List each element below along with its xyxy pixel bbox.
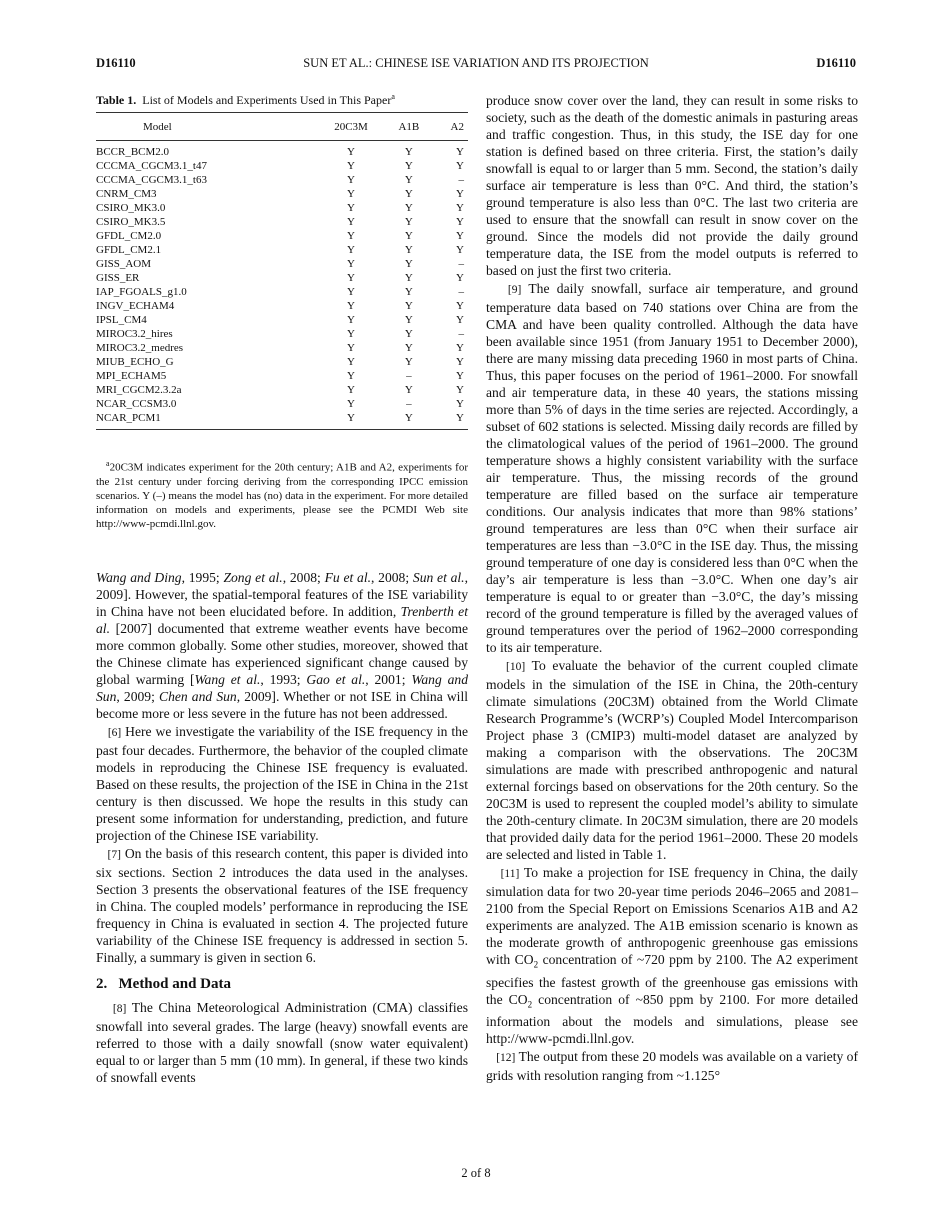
paragraph-text: Here we investigate the variability of the ISE frequency in the past four decades. Furthermore, the behavior of the coupled climate models in reproducing the Chinese ISE frequency is evaluated. Based on these results, the projection of the ISE in China in the 21st century is then discussed. We hope the results in this study can present some information for understanding, prediction, and future projection of the Chinese ISE variability. <box>96 724 468 843</box>
model-name-cell: MIROC3.2_medres <box>96 342 184 354</box>
section-heading: 2. Method and Data <box>96 976 232 992</box>
table-row <box>96 229 468 243</box>
paragraph-text: , 2009; <box>116 689 159 704</box>
model-name-cell: NCAR_PCM1 <box>96 412 161 424</box>
experiment-availability-cell: Y <box>456 188 464 200</box>
table-row <box>96 369 468 383</box>
citation: Wang and Ding <box>96 570 182 585</box>
experiment-availability-cell: Y <box>347 370 355 382</box>
paragraph-text: concentration of ~720 ppm by 2100. The A2 experiment specifies the fastest growth of the greenhouse gas emissions with the CO <box>486 952 859 1007</box>
experiment-availability-cell: Y <box>404 286 413 298</box>
citation: Sun et al. <box>412 570 465 585</box>
table-row <box>96 201 468 215</box>
model-name-cell: MPI_ECHAM5 <box>96 370 167 382</box>
citation: Wang et al. <box>194 672 261 687</box>
model-name-cell: GISS_ER <box>96 272 140 284</box>
experiment-availability-cell: Y <box>404 272 413 284</box>
experiment-availability-cell: Y <box>456 342 464 354</box>
table-row <box>96 243 468 257</box>
table-row <box>96 411 468 430</box>
experiment-availability-cell: Y <box>347 314 355 326</box>
model-name-cell: CSIRO_MK3.5 <box>96 216 166 228</box>
paragraph-8 <box>96 999 468 1086</box>
experiment-availability-cell: Y <box>456 314 464 326</box>
paragraph-text: To make a projection for ISE frequency in China, the daily simulation data for two 20-year time periods 2046–2065 and 2081–2100 from the Special Report on Emissions Scenarios A1B and A2 experiments are analyzed. The A1B emission scenario is known as the moderate growth of anthropogenic greenhouse gas emissions with CO <box>486 865 858 967</box>
citation: Chen and Sun <box>159 689 237 704</box>
paragraph-number: [11] <box>500 868 520 880</box>
citation: Wang and Sun <box>96 672 468 704</box>
table-header-row <box>96 113 468 141</box>
experiment-availability-cell: Y <box>347 202 355 214</box>
paragraph-7 <box>96 845 468 966</box>
paragraph-8-continued: produce snow cover over the land, they can result in some risks to society, such as the death of the domestic animals in pasturing areas and traffic congestion. Thus, in this study, the ISE day for one station is defined based on three criteria. First, the station’s daily snowfall is equal to or larger than 5 mm. Second, the station’s daily surface air temperature is less than 0°C. And third, the station’s ground temperature is also less than 0°C. The last two criteria are used to ensure that the snowfall can result in snow cover on the ground. Since the models did not provide the daily ground temperature data, the ISE from the model outputs is referred to based on just the first two criteria. <box>486 93 858 278</box>
experiment-availability-cell: Y <box>404 202 413 214</box>
paragraph-10 <box>486 657 858 863</box>
table-title: List of Models and Experiments Used in This Paper <box>142 93 392 107</box>
experiment-availability-cell: – <box>458 328 464 340</box>
experiment-availability-cell: Y <box>347 188 355 200</box>
paragraph-text: , 1995; <box>181 570 224 585</box>
experiment-availability-cell: Y <box>347 146 355 158</box>
paragraph-text: , 2008; <box>282 570 325 585</box>
experiment-availability-cell: Y <box>347 174 355 186</box>
experiment-availability-cell: Y <box>347 356 355 368</box>
experiment-availability-cell: Y <box>347 258 355 270</box>
experiment-availability-cell: Y <box>456 412 464 424</box>
experiment-availability-cell: Y <box>404 230 413 242</box>
model-name-cell: IAP_FGOALS_g1.0 <box>96 286 187 298</box>
experiment-availability-cell: Y <box>347 230 355 242</box>
paragraph-text: , 2008; <box>371 570 413 585</box>
right-text-column <box>486 92 858 1084</box>
column-header-20c3m: 20C3M <box>316 113 387 141</box>
subscript: 2 <box>527 999 533 1010</box>
table-row <box>96 327 468 341</box>
paragraph-number: [12] <box>496 1052 516 1065</box>
table-row <box>96 159 468 173</box>
experiment-availability-cell: Y <box>456 244 464 256</box>
table-row <box>96 173 468 187</box>
paragraph-text: concentration of ~850 ppm by 2100. For more detailed information about the models and simulations, please see http://www-pcmdi.llnl.gov. <box>486 991 858 1047</box>
model-name-cell: GFDL_CM2.0 <box>96 230 162 242</box>
table-caption <box>96 92 468 108</box>
experiment-availability-cell: Y <box>347 398 355 410</box>
header-running-title: SUN ET AL.: CHINESE ISE VARIATION AND ITS PROJECTION <box>303 56 649 70</box>
experiment-availability-cell: Y <box>404 146 413 158</box>
experiment-availability-cell: Y <box>456 356 464 368</box>
table-row <box>96 257 468 271</box>
experiment-availability-cell: Y <box>404 412 413 424</box>
citation: Trenberth et al. <box>96 604 468 636</box>
paragraph-6 <box>96 723 468 844</box>
experiment-availability-cell: Y <box>347 216 355 228</box>
table-row <box>96 355 468 369</box>
table-title-footnote-mark: a <box>391 92 395 101</box>
running-header <box>96 56 856 74</box>
paragraph-number: [9] <box>507 284 522 296</box>
experiment-availability-cell: Y <box>347 244 355 256</box>
citation: Gao et al. <box>306 672 366 687</box>
model-name-cell: MRI_CGCM2.3.2a <box>96 384 182 396</box>
experiment-availability-cell: Y <box>404 244 413 256</box>
experiment-availability-cell: Y <box>404 216 413 228</box>
table-row <box>96 299 468 313</box>
model-name-cell: CCCMA_CGCM3.1_t47 <box>96 160 207 172</box>
experiment-availability-cell: Y <box>404 174 413 186</box>
model-name-cell: GFDL_CM2.1 <box>96 244 162 256</box>
experiment-availability-cell: Y <box>456 398 464 410</box>
table-row <box>96 383 468 397</box>
citation: Fu et al. <box>324 570 371 585</box>
experiment-availability-cell: Y <box>404 258 413 270</box>
paragraph-text: The output from these 20 models was available on a variety of grids with resolution ranging from ~1.125° <box>486 1049 858 1084</box>
paragraph-9 <box>486 280 858 656</box>
experiment-availability-cell: – <box>406 398 412 410</box>
paragraph-number: [10] <box>506 661 526 673</box>
experiment-availability-cell: Y <box>347 412 355 424</box>
experiment-availability-cell: Y <box>404 188 413 200</box>
experiment-availability-cell: Y <box>456 230 464 242</box>
experiment-availability-cell: Y <box>456 146 464 158</box>
model-name-cell: NCAR_CCSM3.0 <box>96 398 177 410</box>
column-header-a2: A2 <box>431 113 468 141</box>
model-name-cell: CSIRO_MK3.0 <box>96 202 166 214</box>
paragraph-text: To evaluate the behavior of the current coupled climate models in the simulation of the ISE in China, the 20th-century climate simulations (20C3M) obtained from the World Climate Research Programme’s (WCRP’s) Coupled Model Intercomparison Project phase 3 (CMIP3) multi-model dataset are analyzed by making a comparison with the observations. The 20C3M simulations are made with prescribed anthropogenic and natural external forcings based on observations for the 20th century. So the 20C3M is used to represent the coupled model’s ability to simulate the 20th-century climate. In 20C3M simulation, there are 20 models that provided daily data for the period 1961–2000. These 20 models are selected and listed in Table 1. <box>486 658 858 862</box>
table-label: Table 1. <box>96 93 137 107</box>
paragraph-number: [7] <box>107 849 121 861</box>
paragraph-text: The China Meteorological Administration (CMA) classifies snowfall into several grades. The large (heavy) snowfall events are referred to those with a daily snowfall (snow water equivalent) equal to or larger than 5 mm (10 mm). In general, if these two kinds of snowfall events <box>96 1000 469 1085</box>
model-name-cell: CCCMA_CGCM3.1_t63 <box>96 174 207 186</box>
experiment-availability-cell: – <box>406 370 412 382</box>
subscript: 2 <box>533 959 539 970</box>
model-name-cell: MIROC3.2_hires <box>96 328 173 340</box>
experiment-availability-cell: Y <box>456 160 464 172</box>
paragraph-intro-continued <box>96 569 468 722</box>
experiment-availability-cell: Y <box>404 328 413 340</box>
paragraph-number: [8] <box>112 1003 127 1015</box>
table-row <box>96 271 468 285</box>
model-name-cell: IPSL_CM4 <box>96 314 147 326</box>
citation: Zong et al. <box>223 570 283 585</box>
table-row <box>96 397 468 411</box>
model-name-cell: MIUB_ECHO_G <box>96 356 174 368</box>
models-table <box>96 112 468 430</box>
paragraph-text: , 2009]. Whether or not ISE in China will become more or less severe in the future has not been addressed. <box>96 689 468 721</box>
table-body <box>96 141 468 430</box>
experiment-availability-cell: Y <box>456 370 464 382</box>
left-text-column <box>96 569 468 1086</box>
table-row <box>96 187 468 201</box>
model-name-cell: CNRM_CM3 <box>96 188 157 200</box>
paragraph-number: [6] <box>107 727 122 739</box>
experiment-availability-cell: Y <box>456 300 464 312</box>
experiment-availability-cell: Y <box>347 272 355 284</box>
experiment-availability-cell: Y <box>456 272 464 284</box>
header-article-id-right: D16110 <box>816 56 856 70</box>
table-footnote-mark: a <box>106 459 110 468</box>
table-row <box>96 285 468 299</box>
column-header-a1b: A1B <box>386 113 431 141</box>
header-article-id-left: D16110 <box>96 56 136 70</box>
experiment-availability-cell: Y <box>404 384 413 396</box>
table-footnote-text: 20C3M indicates experiment for the 20th century; A1B and A2, experiments for the 21st century under forcing deriving from the corresponding IPCC emission scenarios. Y (–) means the model has (no) data in the experiment. For more detailed information on models and experiments, please see the PCMDI Web site http://www-pcmdi.llnl.gov. <box>96 461 468 530</box>
table-row <box>96 313 468 327</box>
paragraph-text: [2007] documented that extreme weather events have become more common globally. Some other studies, moreover, showed that the Chinese climate has experienced significant change caused by global warming [ <box>96 621 468 687</box>
experiment-availability-cell: Y <box>456 202 464 214</box>
experiment-availability-cell: Y <box>404 356 413 368</box>
paragraph-text: , 1993; <box>260 672 307 687</box>
experiment-availability-cell: – <box>458 258 464 270</box>
model-name-cell: INGV_ECHAM4 <box>96 300 175 312</box>
experiment-availability-cell: Y <box>347 342 355 354</box>
experiment-availability-cell: – <box>458 286 464 298</box>
experiment-availability-cell: Y <box>404 314 413 326</box>
table-row <box>96 341 468 355</box>
experiment-availability-cell: Y <box>347 286 355 298</box>
experiment-availability-cell: Y <box>404 342 413 354</box>
table-row <box>96 141 468 160</box>
experiment-availability-cell: Y <box>347 384 355 396</box>
experiment-availability-cell: Y <box>404 300 413 312</box>
paragraph-12 <box>486 1048 858 1084</box>
experiment-availability-cell: Y <box>347 328 355 340</box>
paragraph-text: , 2001; <box>365 672 412 687</box>
paragraph-11 <box>486 864 858 1047</box>
experiment-availability-cell: Y <box>404 160 413 172</box>
experiment-availability-cell: Y <box>456 216 464 228</box>
table-row <box>96 215 468 229</box>
paragraph-text: , 2009]. However, the spatial-temporal features of the ISE variability in China have not been elucidated before. In addition, <box>96 570 468 619</box>
experiment-availability-cell: Y <box>456 384 464 396</box>
experiment-availability-cell: Y <box>347 300 355 312</box>
experiment-availability-cell: Y <box>347 160 355 172</box>
model-name-cell: BCCR_BCM2.0 <box>96 146 170 158</box>
experiment-availability-cell: – <box>458 174 464 186</box>
model-name-cell: GISS_AOM <box>96 258 152 270</box>
column-header-model: Model <box>96 113 316 141</box>
page-number: 2 of 8 <box>461 1166 491 1180</box>
table-footnote <box>96 457 468 531</box>
paragraph-text: On the basis of this research content, this paper is divided into six sections. Section 2 introduces the data used in the analyses. Section 3 presents the observational features of the ISE frequency in China. The coupled models’ performance in reproducing the ISE frequency in China is evaluated in section 4. The projected future variability of the Chinese ISE frequency is addressed in section 5. Finally, a summary is given in section 6. <box>96 846 469 965</box>
paragraph-text: The daily snowfall, surface air temperature, and ground temperature data based on 740 stations over China are from the CMA and have been quality controlled. Although the data have been available since 1951 (from January 1951 to December 2000), there are many missing data preceding 1960 in most parts of China. Thus, this paper focuses on the period of 1961–2000. For snowfall and air temperature data, in these 40 years, the stations missing more than 5% of days in the time series are rejected. Accordingly, a subset of 602 stations is selected. Missing daily records are filled by the climatological values of the period of 1961–2000. The ground temperature shows a highly consistent variability with the surface air temperature. Thus, the missing records of the ground temperature are filled based on the surface air temperature conditions. Our analysis indicates that more than 98% stations’ ground temperatures are less than 0°C when their surface air temperatures are less than −3.0°C in the ISE day. Thus, the missing ground temperature of one day is considered less than 0°C when the day’s air temperature is less than −3.0°C. When one day’s air temperature is equal to or greater than −3.0°C, the day’s missing record of the ground temperature is filled by the averaged values of ground temperatures over the period of 1962–2000 corresponding to its air temperature. <box>486 281 859 655</box>
